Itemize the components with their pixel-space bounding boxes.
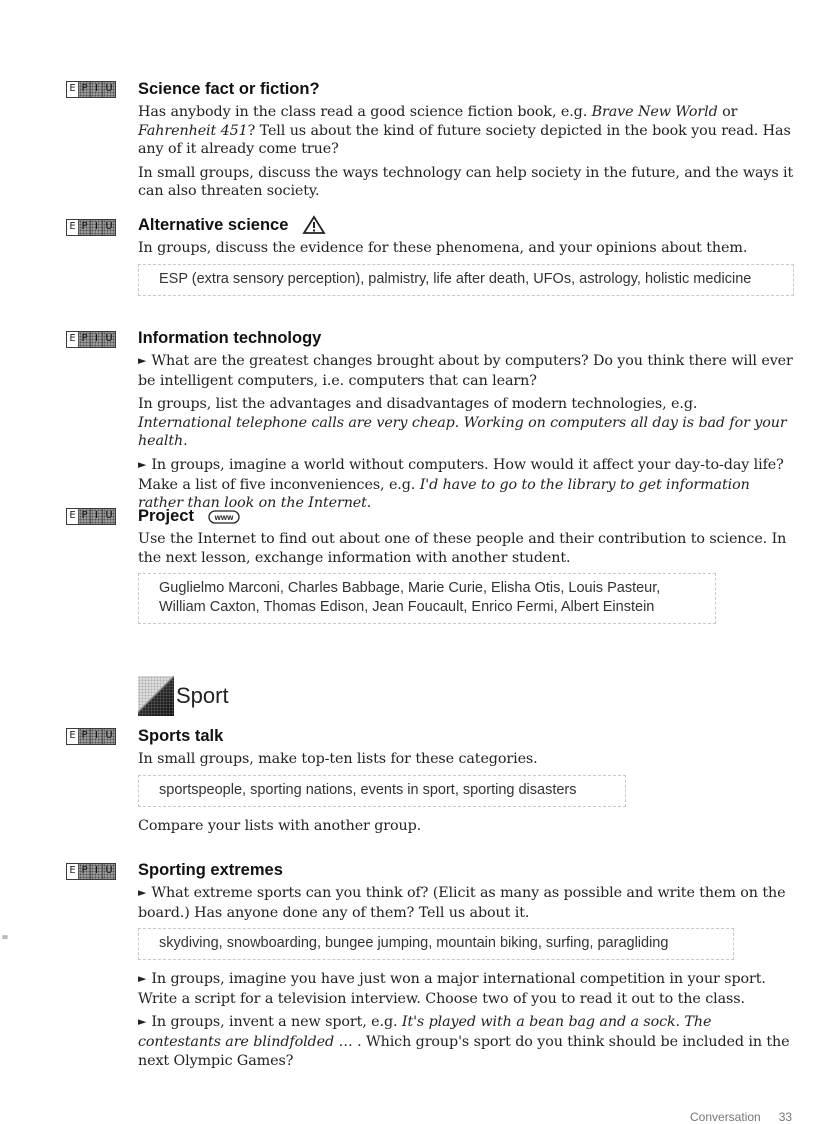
badge-letter: U bbox=[103, 864, 115, 879]
badge-letter: I bbox=[91, 509, 103, 524]
italic-example: Brave New World bbox=[591, 104, 718, 120]
badge-letter: I bbox=[91, 864, 103, 879]
chapter-marker-icon bbox=[138, 676, 174, 716]
paragraph bbox=[138, 456, 794, 513]
extreme-sports-box bbox=[138, 928, 734, 960]
level-badge bbox=[66, 728, 116, 745]
text-run: In groups, discuss the evidence for these phenomena, and your opinions about them. bbox=[138, 240, 748, 256]
chapter-heading-sport bbox=[138, 676, 229, 716]
badge-letter: U bbox=[103, 332, 115, 347]
section-information-technology bbox=[138, 329, 794, 518]
section-title: Information technology bbox=[138, 329, 322, 347]
page-number: 33 bbox=[778, 1110, 793, 1124]
italic-example: I'd have to go to the library to get information rather than look on the Internet. bbox=[138, 476, 750, 512]
badge-letter: U bbox=[103, 509, 115, 524]
badge-letter: P bbox=[79, 509, 91, 524]
paragraph bbox=[138, 884, 794, 922]
badge-letter: I bbox=[91, 220, 103, 235]
text-run: Use the Internet to find out about one of these people and their contribution to science. In the next lesson, exchange information with another student. bbox=[138, 531, 787, 566]
badge-letter: E bbox=[67, 332, 79, 347]
footer-label: Conversation bbox=[690, 1110, 761, 1124]
box-line: William Caxton, Thomas Edison, Jean Foucault, Enrico Fermi, Albert Einstein bbox=[159, 599, 655, 616]
level-badge bbox=[66, 863, 116, 880]
paragraph bbox=[138, 530, 794, 567]
badge-letter: P bbox=[79, 332, 91, 347]
chapter-title: Sport bbox=[176, 683, 229, 708]
box-line: ESP (extra sensory perception), palmistry, life after death, UFOs, astrology, holistic medicine bbox=[159, 270, 752, 287]
text-run: In small groups, discuss the ways technology can help society in the future, and the ways it can also threaten society. bbox=[138, 164, 794, 200]
categories-box bbox=[138, 775, 626, 807]
paragraph bbox=[138, 395, 794, 451]
section-title: Sporting extremes bbox=[138, 861, 283, 879]
section-science-fact-or-fiction bbox=[138, 80, 794, 206]
text-run: What are the greatest changes brought about by computers? Do you think there will ever be intelligent computers, i.e. computers that can learn? bbox=[138, 353, 793, 389]
badge-letter: P bbox=[79, 82, 91, 97]
badge-letter: E bbox=[67, 220, 79, 235]
badge-letter: I bbox=[91, 729, 103, 744]
paragraph bbox=[138, 352, 794, 390]
badge-letter: P bbox=[79, 864, 91, 879]
section-project bbox=[138, 507, 794, 634]
text-run: In groups, list the advantages and disadvantages of modern technologies, e.g. bbox=[138, 396, 698, 413]
badge-letter: U bbox=[103, 82, 115, 97]
page-footer bbox=[690, 1110, 792, 1124]
italic-example: International telephone calls are very cheap. Working on computers all day is bad for your health. bbox=[138, 414, 787, 450]
text-run: In groups, imagine a world without computers. How would it affect your day-to-day life? Make a list of five inconveniences, e.g. bbox=[138, 456, 784, 493]
text-run: In groups, invent a new sport, e.g. bbox=[151, 1014, 402, 1031]
badge-letter: U bbox=[103, 729, 115, 744]
warning-triangle-icon bbox=[302, 215, 326, 235]
text-run: Which group's sport do you think should be included in the next Olympic Games? bbox=[138, 1033, 790, 1069]
text-run: Has anybody in the class read a good science fiction book, e.g. bbox=[138, 104, 592, 120]
arrow-icon: ► bbox=[138, 457, 147, 471]
level-badge bbox=[66, 331, 116, 348]
section-sporting-extremes bbox=[138, 861, 794, 1075]
level-badge bbox=[66, 219, 116, 236]
section-title: Sports talk bbox=[138, 727, 224, 745]
text-run: or bbox=[717, 104, 738, 120]
text-run: Compare your lists with another group. bbox=[138, 817, 422, 834]
people-box bbox=[138, 573, 716, 624]
level-badge bbox=[66, 508, 116, 525]
arrow-icon: ► bbox=[138, 972, 147, 986]
paragraph bbox=[138, 750, 794, 769]
section-title: Science fact or fiction? bbox=[138, 80, 320, 98]
www-icon bbox=[208, 509, 240, 525]
paragraph bbox=[138, 103, 794, 159]
italic-example: Fahrenheit 451 bbox=[138, 122, 248, 139]
badge-letter: P bbox=[79, 220, 91, 235]
badge-letter: P bbox=[79, 729, 91, 744]
section-title: Alternative science bbox=[138, 215, 794, 235]
section-alternative-science bbox=[138, 215, 794, 306]
text-run: In small groups, make top-ten lists for these categories. bbox=[138, 751, 538, 767]
arrow-icon: ► bbox=[138, 1015, 147, 1029]
section-sports-talk bbox=[138, 727, 794, 840]
phenomena-box bbox=[138, 264, 794, 296]
paragraph bbox=[138, 164, 794, 201]
badge-letter: I bbox=[91, 82, 103, 97]
italic-example: It's played with a bean bag and a sock. The contestants are blindfolded … . bbox=[138, 1014, 712, 1050]
badge-letter: E bbox=[67, 82, 79, 97]
badge-letter: I bbox=[91, 332, 103, 347]
paragraph bbox=[138, 239, 794, 258]
text-run: ? Tell us about the kind of future society depicted in the book you read. Has any of it already come true? bbox=[138, 122, 791, 158]
margin-mark: = bbox=[2, 932, 9, 943]
box-line: skydiving, snowboarding, bungee jumping, mountain biking, surfing, paragliding bbox=[159, 935, 669, 952]
section-title: Project www bbox=[138, 507, 794, 526]
badge-letter: E bbox=[67, 729, 79, 744]
arrow-icon: ► bbox=[138, 354, 147, 367]
level-badge bbox=[66, 81, 116, 98]
badge-letter: U bbox=[103, 220, 115, 235]
paragraph bbox=[138, 970, 794, 1008]
box-line: sportspeople, sporting nations, events in sport, sporting disasters bbox=[159, 781, 577, 798]
text-run: In groups, imagine you have just won a major international competition in your sport. Write a script for a television interview. Choose two of you to read it out to the class. bbox=[138, 971, 766, 1007]
box-line: Guglielmo Marconi, Charles Babbage, Marie Curie, Elisha Otis, Louis Pasteur, bbox=[159, 580, 661, 597]
paragraph bbox=[138, 1013, 794, 1070]
text-run: What extreme sports can you think of? (Elicit as many as possible and write them on the board.) Has anyone done any of them? Tell us about it. bbox=[138, 885, 786, 921]
svg-text:www: www bbox=[214, 512, 234, 522]
badge-letter: E bbox=[67, 509, 79, 524]
arrow-icon: ► bbox=[138, 886, 147, 899]
badge-letter: E bbox=[67, 864, 79, 879]
paragraph bbox=[138, 817, 794, 836]
